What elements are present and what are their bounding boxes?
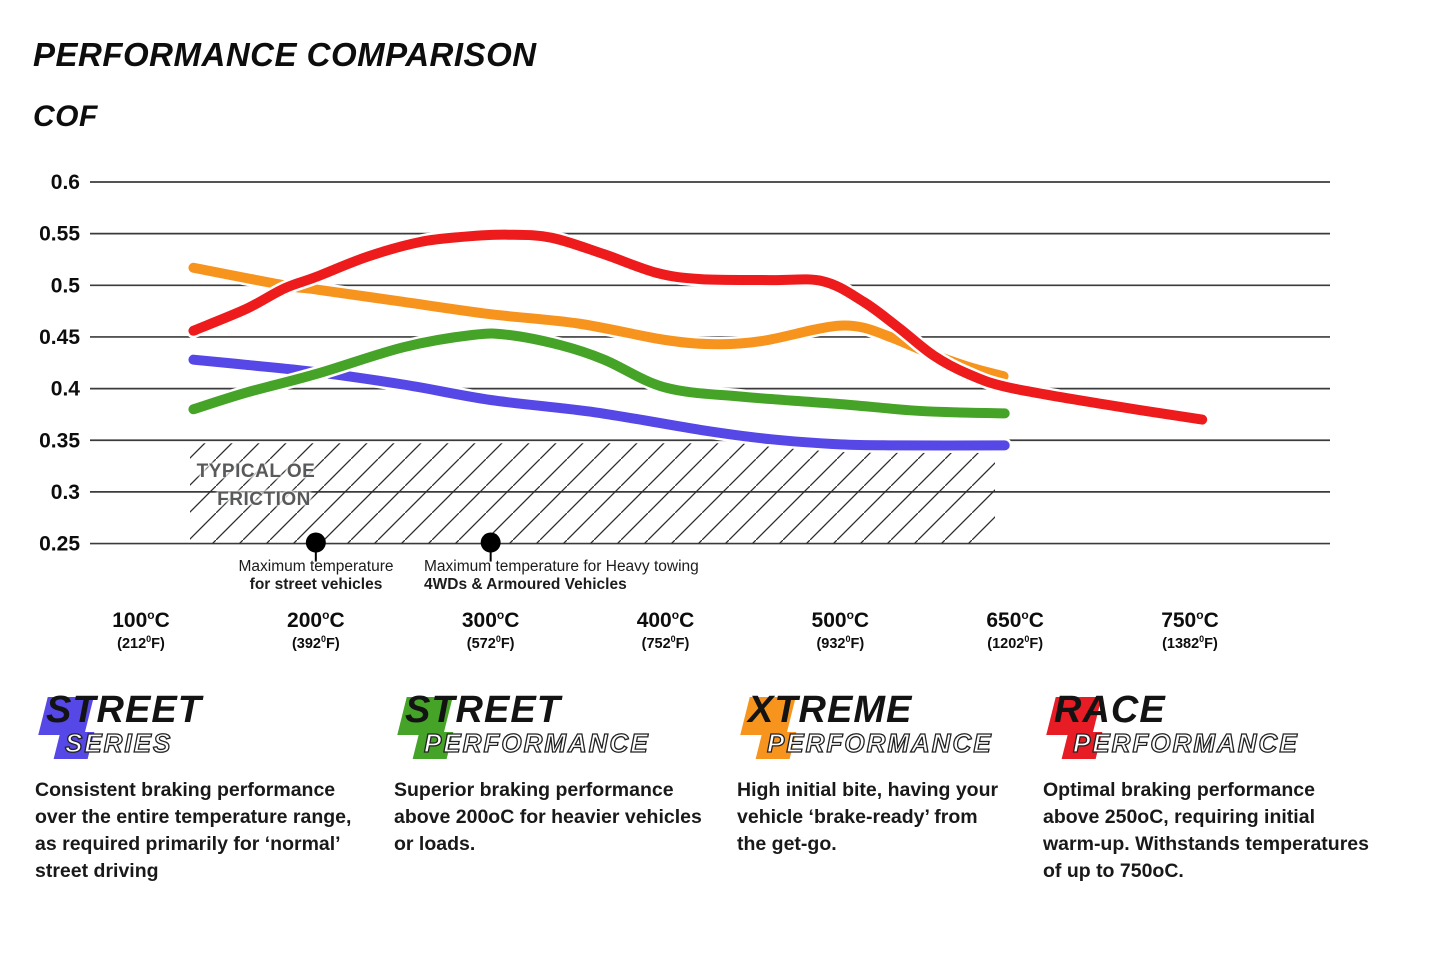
y-tick-label: 0.5 bbox=[50, 274, 80, 298]
typical-oe-friction-label: FRICTION bbox=[217, 489, 311, 510]
annotation-text: for street vehicles bbox=[249, 576, 383, 593]
logo-word2: SERIES bbox=[65, 728, 173, 758]
max-temp-street-annotation bbox=[196, 558, 436, 594]
annotation-text: 4WDs & Armoured Vehicles bbox=[424, 576, 627, 593]
logo-word2: PERFORMANCE bbox=[1073, 728, 1299, 758]
max-temp-marker-dot bbox=[306, 533, 326, 553]
legend-description: Optimal braking performance above 250oC, requiring initial warm-up. Withstands temperatures of up to 750oC. bbox=[1043, 779, 1369, 882]
logo-word1: RACE bbox=[1054, 689, 1166, 731]
legend-race-performance bbox=[1043, 689, 1388, 885]
logo-word1: STREET bbox=[405, 689, 561, 731]
logo-word1: XTREME bbox=[748, 689, 913, 731]
y-tick-label: 0.55 bbox=[39, 222, 80, 246]
max-temp-marker-dot bbox=[481, 533, 501, 553]
street-performance-logo bbox=[394, 689, 739, 761]
y-tick-label: 0.6 bbox=[50, 171, 80, 194]
race-performance-logo bbox=[1043, 689, 1388, 761]
annotation-text: Maximum temperature for Heavy towing bbox=[424, 558, 699, 575]
legend-street-series bbox=[35, 689, 380, 885]
y-tick-label: 0.25 bbox=[39, 532, 80, 556]
x-tick-label: 100$^o$C $(212^0F)$ bbox=[112, 608, 170, 652]
logo-word2: PERFORMANCE bbox=[767, 728, 993, 758]
x-tick-label: 500$^o$C $(932^0F)$ bbox=[811, 608, 870, 652]
x-tick-label: 750$^o$C (1382$^0$F) bbox=[1161, 608, 1219, 652]
x-tick-label: 300$^o$C $(572^0F)$ bbox=[461, 608, 520, 652]
cof-axis-heading: COF bbox=[33, 100, 98, 133]
y-tick-label: 0.4 bbox=[50, 377, 80, 401]
legend-street-performance bbox=[394, 689, 739, 858]
legend-xtreme-performance bbox=[737, 689, 1082, 858]
logo-word1: STREET bbox=[46, 689, 202, 731]
typical-oe-friction-label: TYPICAL OE bbox=[196, 461, 316, 482]
y-tick-label: 0.3 bbox=[50, 480, 80, 504]
x-tick-label: 650$^o$C (1202$^0$F) bbox=[986, 608, 1044, 652]
annotation-text: Maximum temperature bbox=[238, 558, 394, 575]
x-axis-tick-labels bbox=[0, 608, 1445, 668]
logo-word2: PERFORMANCE bbox=[424, 728, 650, 758]
x-tick-label: 200$^o$C $(392^0F)$ bbox=[287, 608, 345, 652]
legend-description: Superior braking performance above 200oC for heavier vehicles or loads. bbox=[394, 779, 702, 855]
page-title: PERFORMANCE COMPARISON bbox=[33, 36, 537, 73]
x-tick-label: 400$^o$C $(752^0F)$ bbox=[636, 608, 695, 652]
legend-description: Consistent braking performance over the entire temperature range, as required primarily for ‘normal’ street driving bbox=[35, 779, 352, 882]
max-temp-towing-annotation bbox=[424, 558, 744, 594]
legend-description: High initial bite, having your vehicle ‘brake-ready’ from the get-go. bbox=[737, 779, 999, 855]
y-tick-label: 0.45 bbox=[39, 325, 80, 349]
street-series-logo bbox=[35, 689, 380, 761]
y-tick-label: 0.35 bbox=[39, 429, 80, 453]
xtreme-performance-logo bbox=[737, 689, 1082, 761]
